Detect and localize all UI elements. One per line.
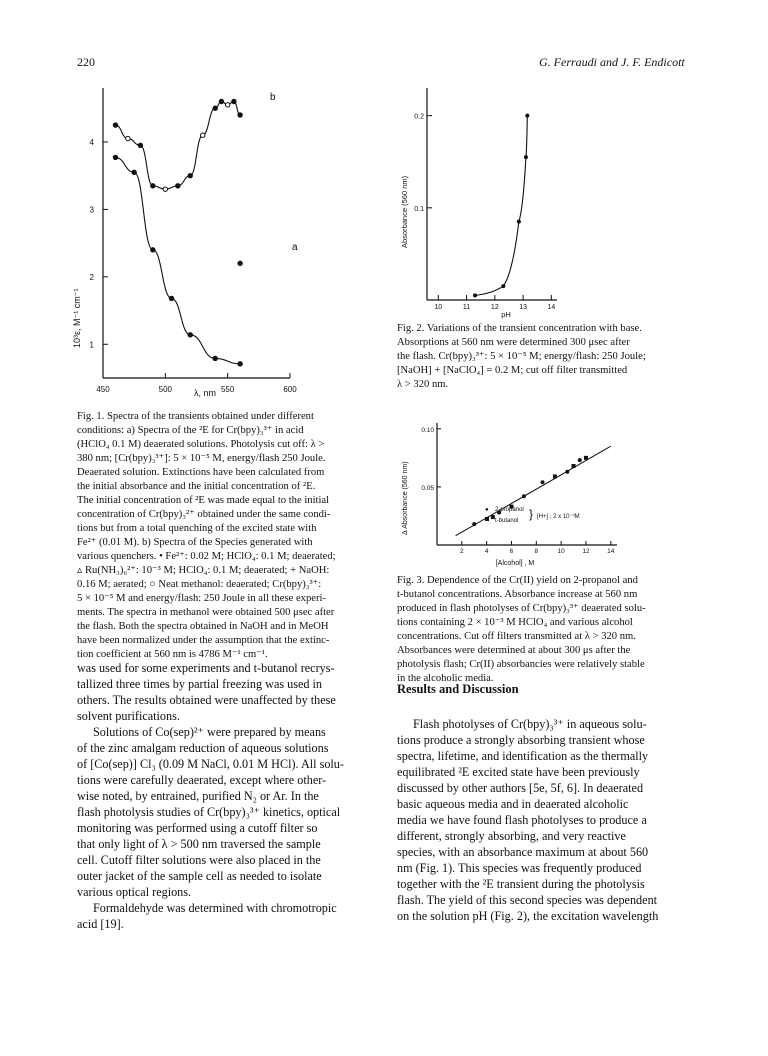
body-line: Solutions of Co(sep)²⁺ were prepared by means (93, 725, 326, 739)
page-number: 220 (77, 55, 95, 69)
fig1-point (219, 99, 223, 103)
caption-line: concentrations. Cut off filters transmitted at λ > 320 nm. (397, 631, 636, 642)
body-line: different, strongly absorbing, and very reactive (397, 829, 626, 843)
fig2-xtick-label: 13 (519, 304, 527, 311)
fig1-axes (103, 88, 290, 378)
caption-line: Fig. 1. Spectra of the transients obtained under different (77, 411, 314, 422)
fig3-ytick-label: 0.10 (421, 426, 434, 434)
caption-line: the flash. Cr(bpy)₃³⁺: 5 × 10⁻⁵ M; energy/flash: 250 Joule; (397, 351, 646, 362)
body-line: basic aqueous media and in deaerated alcoholic (397, 797, 629, 811)
fig2-point (501, 284, 505, 288)
body-line: nm (Fig. 1). This species was frequently produced (397, 861, 642, 875)
body-line: acid [19]. (77, 917, 124, 931)
fig3-xtick-label: 12 (582, 548, 590, 555)
fig1-xtick-label: 550 (220, 385, 235, 394)
fig2-ytick-label: 0.2 (414, 113, 424, 121)
fig1-point (176, 184, 180, 188)
caption-line: 380 nm; [Cr(bpy)₃³⁺]: 5 × 10⁻⁵ M, energy/flash 250 Joule. (77, 453, 326, 464)
fig3-xtick-label: 6 (509, 548, 514, 555)
fig3-legend-butanol-marker (485, 517, 489, 521)
body-line: species, with an absorbance maximum at about 560 (397, 845, 649, 859)
fig1-point (188, 173, 192, 177)
body-line: that only light of λ > 500 nm traversed the sample (77, 837, 321, 851)
svg-text:●: ● (485, 507, 489, 513)
body-line: outer jacket of the sample cell as needed to isolate (77, 869, 322, 883)
fig1-point (151, 184, 155, 188)
fig2-point (524, 155, 528, 159)
caption-line: ments. The spectra in methanol were obtained 500 μsec after (77, 607, 335, 618)
body-line: on the solution pH (Fig. 2), the excitation wavelength (397, 909, 659, 923)
fig3-xtick-label: 14 (607, 548, 615, 555)
body-line: cell. Cutoff filter solutions were also placed in the (77, 853, 321, 867)
body-line: solvent purifications. (77, 709, 180, 723)
svg-text:}: } (529, 507, 534, 521)
fig1-marks (90, 99, 298, 394)
caption-line: The initial concentration of ²E was made equal to the initial (77, 495, 330, 506)
fig1-point (132, 170, 136, 174)
fig3-point-propanol (472, 522, 476, 526)
caption-line: (HClO₄ 0.1 M) deaerated solutions. Photolysis cut off: λ > (77, 439, 325, 450)
fig2-xlabel: pH (501, 310, 511, 319)
body-line: spectra, lifetime, and identification as the thermally (397, 749, 649, 763)
fig2-point (525, 114, 529, 118)
fig1-point (238, 261, 242, 265)
fig1-series-line (115, 101, 240, 189)
fig1-point (213, 106, 217, 110)
caption-line: photolysis flash; Cr(II) absorbancies were relatively stable (397, 659, 645, 670)
caption-line: produced in flash photolyses of Cr(bpy)₃³⁺ deaerated solu- (397, 603, 646, 614)
fig1-point (201, 133, 205, 137)
fig3-caption (397, 574, 687, 686)
caption-line: λ > 320 nm. (397, 379, 449, 390)
fig1-point (113, 155, 117, 159)
fig1-point (126, 136, 130, 140)
caption-line: Absorbances were determined at about 300 μs after the (397, 645, 631, 656)
caption-line: tions but from a total quenching of the excited state with (77, 523, 317, 534)
fig1-point (225, 103, 229, 107)
caption-line: Deaerated solution. Extinctions have been calculated from (77, 467, 325, 478)
fig3-axes (437, 423, 617, 545)
caption-line: Absorptions at 560 nm were determined 300 μsec after (397, 337, 630, 348)
fig2-xtick-label: 11 (462, 304, 471, 311)
fig1-point (238, 113, 242, 117)
fig1-point (113, 123, 117, 127)
body-line: media we have found flash photolyses to produce a (397, 813, 647, 827)
caption-line: the flash. Both the spectra obtained in NaOH and in MeOH (77, 621, 329, 632)
fig2-xtick-label: 10 (434, 304, 443, 311)
caption-line: Fig. 3. Dependence of the Cr(II) yield on 2-propanol and (397, 575, 638, 586)
fig1-caption (77, 410, 375, 662)
fig1-label-a: a (292, 242, 298, 253)
fig3-legend-butanol: t-butanol (495, 518, 519, 524)
fig3-point-propanol (565, 470, 569, 474)
fig1-xtick-label: 450 (96, 385, 110, 394)
body-line: flash. The yield of this second species was dependent (397, 893, 658, 907)
fig3-point-butanol (553, 474, 557, 478)
caption-line: in the alcoholic media. (397, 673, 494, 684)
body-line: tions produce a strongly absorbing transient whose (397, 733, 645, 747)
body-line: tallized three times by partial freezing was used in (77, 677, 323, 691)
fig1-xtick-label: 600 (283, 385, 297, 394)
body-line: flash photolysis studies of Cr(bpy)₃³⁺ kinetics, optical (77, 805, 341, 819)
fig3-xtick-label: 2 (460, 548, 464, 555)
body-line: discussed by other authors [5e, 5f, 6]. In deaerated (397, 781, 644, 795)
section-heading: Results and Discussion (397, 682, 519, 696)
caption-line: ▵ Ru(NH₃)₆²⁺: 10⁻³ M; HClO₄: 0.1 M; deaerated; + NaOH: (77, 565, 330, 576)
fig3-xlabel: [Alcohol] , M (495, 560, 535, 567)
caption-line: Fe²⁺ (0.01 M). b) Spectra of the Species generated with (77, 537, 313, 548)
fig2-marks (414, 114, 555, 311)
caption-line: have been normalized under the assumption that the extinc- (77, 635, 330, 646)
body-line: various optical regions. (77, 885, 192, 899)
body-line: was used for some experiments and t-butanol recrys- (77, 661, 335, 675)
fig3-ylabel: Δ Absorbance (560 nm) (402, 461, 409, 535)
fig3-point-propanol (578, 458, 582, 462)
fig1-point (151, 248, 155, 252)
body-line: Flash photolyses of Cr(bpy)₃³⁺ in aqueous solu- (413, 717, 647, 731)
fig1-point (188, 333, 192, 337)
fig3-xtick-label: 10 (557, 548, 565, 555)
right-column-text (397, 716, 687, 924)
fig1-ytick-label: 1 (89, 340, 94, 350)
fig1-label-b: b (270, 92, 276, 103)
caption-line: 0.16 M; aerated; ○ Neat methanol: deaerated; Cr(bpy)₃³⁺: (77, 579, 322, 590)
caption-line: 5 × 10⁻⁵ M and energy/flash: 250 Joule in all these experi- (77, 593, 326, 604)
fig1-xlabel: λ, nm (193, 388, 217, 398)
caption-line: the initial absorbance and the initial concentration of ²E. (77, 481, 316, 492)
fig3-marks (421, 427, 614, 555)
body-line: together with the ²E transient during the photolysis (397, 877, 645, 891)
fig1-point (163, 187, 167, 191)
fig1-ylabel: 10³ε, M⁻¹ cm⁻¹ (72, 288, 82, 348)
fig1-point (232, 99, 236, 103)
body-line: tions were carefully deaerated, except where other- (77, 773, 327, 787)
fig2-xtick-label: 12 (490, 304, 499, 311)
caption-line: [NaOH] + [NaClO₄] = 0.2 M; cut off filter transmitted (397, 365, 628, 376)
fig3-legend-h: [H+] ; 2 x 10⁻³M (537, 514, 580, 520)
fig2-point (517, 220, 521, 224)
caption-line: tions containing 2 × 10⁻³ M HClO₄ and various alcohol (397, 617, 633, 628)
body-line: equilibrated ²E excited state have been previously (397, 765, 640, 779)
caption-line: conditions: a) Spectra of the ²E for Cr(bpy)₃³⁺ in acid (77, 425, 304, 436)
fig1-chart (70, 78, 390, 398)
caption-line: Fig. 2. Variations of the transient concentration with base. (397, 323, 642, 334)
caption-line: various quenchers. • Fe²⁺: 0.02 M; HClO₄: 0.1 M; deaerated; (77, 551, 336, 562)
fig3-ytick-label: 0.05 (421, 484, 434, 492)
body-line: monitoring was performed using a cutoff filter so (77, 821, 318, 835)
fig1-point (238, 362, 242, 366)
fig3-legend (485, 507, 580, 524)
fig2-series-line (475, 116, 527, 296)
fig1-ytick-label: 2 (89, 272, 94, 282)
running-title: G. Ferraudi and J. F. Endicott (539, 55, 685, 69)
fig2-axes (427, 88, 557, 300)
fig1-ytick-label: 4 (89, 137, 94, 147)
fig1-point (138, 143, 142, 147)
fig1-ytick-label: 3 (89, 205, 94, 215)
fig1-xtick-label: 500 (158, 385, 173, 394)
body-line: others. The results obtained were unaffected by these (77, 693, 336, 707)
body-line: wise noted, by entrained, purified N₂ or Ar. In the (77, 789, 319, 803)
fig2-chart (395, 78, 565, 318)
fig3-point-butanol (584, 456, 588, 460)
fig2-ytick-label: 0.1 (414, 205, 424, 213)
fig3-xtick-label: 4 (484, 548, 489, 555)
caption-line: concentration of Cr(bpy)₃²⁺ obtained under the same condi- (77, 509, 331, 520)
fig3-xtick-label: 8 (534, 548, 539, 555)
body-line: of the zinc amalgam reduction of aqueous solutions (77, 741, 329, 755)
fig2-ylabel: Absorbance (560 nm) (400, 175, 409, 248)
fig3-point-butanol (572, 464, 576, 468)
caption-line: tion coefficient at 560 nm is 4786 M⁻¹ cm⁻¹. (77, 649, 268, 660)
fig3-chart (395, 415, 625, 570)
body-line: Formaldehyde was determined with chromotropic (93, 901, 337, 915)
left-column-text (77, 660, 375, 932)
fig1-point (169, 296, 173, 300)
fig3-point-propanol (522, 494, 526, 498)
fig3-point-propanol (541, 480, 545, 484)
caption-line: t-butanol concentrations. Absorbance increase at 560 nm (397, 589, 638, 600)
fig2-caption (397, 322, 687, 392)
fig3-legend-propanol: 2-propanol (495, 507, 524, 513)
body-line: of [Co(sep)] Cl₃ (0.09 M NaCl, 0.01 M HCl). All solu- (77, 757, 344, 771)
fig2-xtick-label: 14 (547, 304, 556, 311)
fig1-point (213, 356, 217, 360)
fig2-point (473, 293, 477, 297)
